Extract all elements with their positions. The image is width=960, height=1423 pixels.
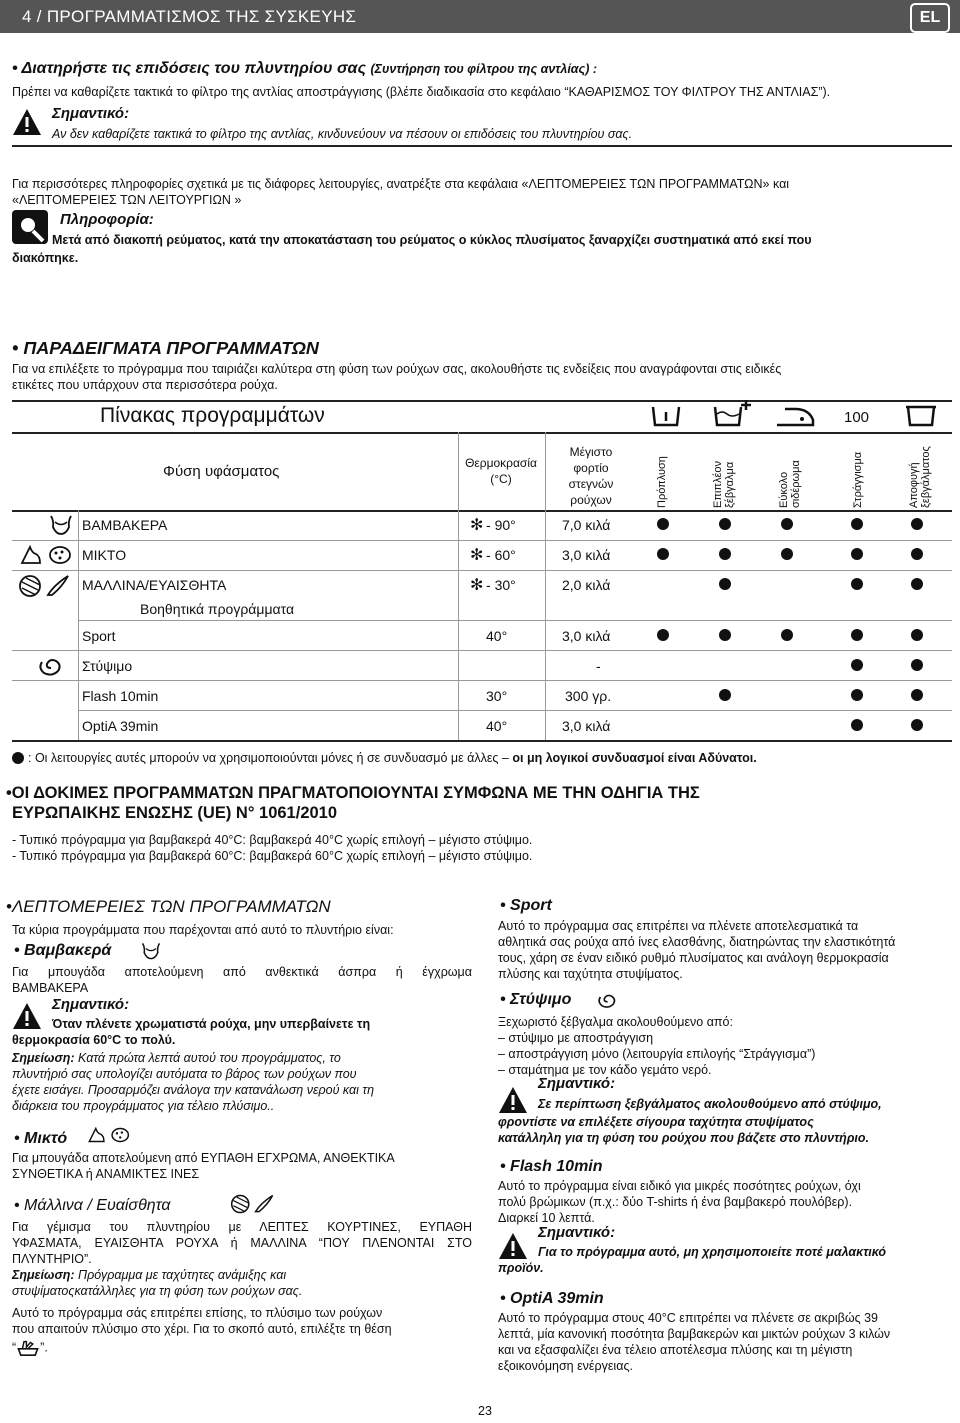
option-dot: [851, 629, 863, 641]
option-dot: [911, 659, 923, 671]
optia-title-text: OptiA 39min: [510, 1290, 604, 1307]
col-option-drain: Στράγγισμα: [852, 451, 864, 508]
spin-important-text3: κατάλληλη για τη φύση του ρούχου που βάζετε στο πλυντήριο.: [498, 1131, 869, 1145]
tests-line2: - Τυπικό πρόγραμμα για βαμβακερά 60°C: βαμβακερά 60°C χωρίς επιλογή – μέγιστο στύψιμο.: [12, 849, 533, 863]
language-badge: EL: [910, 3, 950, 33]
filter-section-title: • Διατηρήστε τις επιδόσεις του πλυντηρίου σας (Συντήρηση του φίλτρου της αντλίας) :: [12, 60, 598, 77]
info-text1: Μετά από διακοπή ρεύματος, κατά την αποκατάσταση του ρεύματος ο κύκλος πλυσίματος ξαναρχίζει συστηματικά από εκεί που: [52, 233, 812, 247]
rinse-hold-tub-icon: [905, 404, 937, 428]
row-name-optia: OptiA 39min: [82, 718, 159, 734]
spin-title: • Στύψιμο: [500, 991, 572, 1008]
row-separator: [78, 710, 952, 711]
wool-text3: ΠΛΥΝΤΗΡΙΟ”.: [12, 1252, 92, 1266]
option-dot: [719, 689, 731, 701]
sport-title-text: Sport: [510, 897, 552, 914]
filter-subtitle: (Συντήρηση του φίλτρου της αντλίας) :: [370, 62, 598, 76]
row-temp-cotton-value: 90°: [494, 517, 516, 533]
sport-text2: αθλητικά σας ρούχα από ίνες ελασθάνης, διατηρώντας την ελαστικότητά: [498, 935, 896, 949]
cotton-title: • Βαμβακερά: [14, 942, 112, 959]
flash-text2: πολύ βρώμικων (π.χ.: δύο T-shirts ή ένα βαμβακερό πουλόβερ).: [498, 1195, 853, 1209]
wool-text2: ΥΦΑΣΜΑΤΑ, ΕΥΑΙΣΘΗΤΑ ΡΟΥΧΑ ή ΜΑΛΛΙΝΑ “ΠΟΥ ΠΛΕΝΟΝΤΑΙ ΣΤΟ: [12, 1236, 472, 1250]
info-line1: Για περισσότερες πληροφορίες σχετικά με τις διάφορες λειτουργίες, ανατρέξτε στα κεφάλαια «ΛΕΠΤΟΜΕΡΕΙΕΣ ΤΩΝ ΠΡΟΓΡΑΜΜΑΤΩΝ» και: [12, 177, 790, 191]
optia-text2: λεπτά, μία κανονική ποσότητα βαμβακερών και μικτών ρούχων 3 κιλών: [498, 1327, 891, 1341]
spin-important-label: Σημαντικό:: [538, 1075, 616, 1092]
row-separator: [78, 620, 952, 621]
spin-title-text: Στύψιμο: [510, 991, 572, 1008]
row-temp-mixed: - 60°: [486, 547, 516, 563]
footnote-bold: οι μη λογικοί συνδυασμοί είναι Αδύνατοι.: [512, 751, 757, 765]
row-name-flash: Flash 10min: [82, 688, 159, 704]
col-option-prewash: Πρόπλυση: [656, 456, 668, 508]
wool-title: • Μάλλινα / Ευαίσθητα: [14, 1197, 171, 1214]
magnifier-info-icon: [12, 210, 50, 246]
filter-title: Διατηρήστε τις επιδόσεις του πλυντηρίου σας: [21, 60, 366, 77]
extra-rinse-icon: [712, 398, 752, 428]
flash-text3: Διαρκεί 10 λεπτά.: [498, 1211, 595, 1225]
option-dot: [719, 518, 731, 530]
tests-line1: - Τυπικό πρόγραμμα για βαμβακερά 40°C: βαμβακερά 40°C χωρίς επιλογή – μέγιστο στύψιμο.: [12, 833, 533, 847]
filter-important-text: Αν δεν καθαρίζετε τακτικά το φίλτρο της αντλίας, κινδυνεύουν να πέσουν οι επιδόσεις του πλυντηρίου σας.: [52, 127, 633, 141]
tests-title1: •ΟΙ ΔΟΚΙΜΕΣ ΠΡΟΓΡΑΜΜΑΤΩΝ ΠΡΑΓΜΑΤΟΠΟΙΟΥΝΤΑΙ ΣΥΜΦΩΝΑ ΜΕ ΤΗΝ ΟΔΗΓΙΑ ΤΗΣ: [6, 784, 700, 802]
sport-text1: Αυτό το πρόγραμμα σας επιτρέπει να πλένετε αποτελεσματικά τα: [498, 919, 859, 933]
col-option-no-spin: Αποφυγή ξεβγάλματος: [908, 446, 932, 508]
spin-symbol-icon: [34, 656, 64, 678]
spin-symbol-icon: [594, 992, 618, 1010]
row-load-spin: -: [596, 658, 601, 674]
mixed-text1: Για μπουγάδα αποτελούμενη από ΕΥΠΑΘΗ ΕΓΧΡΩΜΑ, ΑΝΘΕΚΤΙΚΑ: [12, 1151, 395, 1165]
details-title: •ΛΕΠΤΟΜΕΡΕΙΕΣ ΤΩΝ ΠΡΟΓΡΑΜΜΑΤΩΝ: [6, 897, 331, 916]
row-temp-wool: - 30°: [486, 577, 516, 593]
row-load-mixed: 3,0 κιλά: [562, 547, 611, 563]
spin-item1: – στύψιμο με αποστράγγιση: [498, 1031, 654, 1045]
prewash-tub-icon: [650, 404, 682, 428]
col-option-extra-rinse: Επιπλέον ξέβγαλμα: [712, 461, 736, 508]
option-dot: [719, 578, 731, 590]
row-temp-optia: 40°: [486, 718, 508, 734]
temp-snowflake-icon: ✻: [470, 577, 484, 594]
wool-text1: Για γέμισμα του πλυντηρίου με ΛΕΠΤΕΣ ΚΟΥΡΤΙΝΕΣ, ΕΥΠΑΘΗ: [12, 1220, 472, 1234]
filter-important-label: Σημαντικό:: [52, 105, 130, 122]
cotton-text2: ΒΑΜΒΑΚΕΡΑ: [12, 981, 89, 995]
wool-note-text2: στυψίματοςκατάλληλες για τη φύση των ρούχων σας.: [12, 1284, 303, 1298]
row-name-mixed: ΜΙΚΤΟ: [82, 547, 127, 563]
examples-title: • ΠΑΡΑΔΕΙΓΜΑΤΑ ΠΡΟΓΡΑΜΜΑΤΩΝ: [12, 338, 319, 358]
cotton-symbol-icon: [48, 513, 74, 537]
row-load-wool: 2,0 κιλά: [562, 577, 611, 593]
examples-text1: Για να επιλέξετε το πρόγραμμα που ταιριάζει καλύτερα στη φύση των ρούχων σας, ακολουθήστε τις ενδείξεις που αναγράφονται στις ειδικές: [12, 362, 782, 376]
cotton-important-text2: θερμοκρασία 60°C το πολύ.: [12, 1033, 176, 1047]
option-dot: [851, 719, 863, 731]
option-dot: [911, 629, 923, 641]
option-dot: [851, 578, 863, 590]
info-text2: διακόπηκε.: [12, 251, 79, 265]
flash-text1: Αυτό το πρόγραμμα είναι ειδικό για μικρές ποσότητες ρούχων, όχι: [498, 1179, 861, 1193]
wool-text4: Αυτό το πρόγραμμα σάς επιτρέπει επίσης, το πλύσιμο των ρούχων: [12, 1306, 383, 1320]
details-intro: Τα κύρια προγράμματα που παρέχονται από αυτό το πλυντήριο είναι:: [12, 923, 394, 937]
option-dot: [657, 548, 669, 560]
option-dot: [851, 548, 863, 560]
table-footnote: [28, 750, 757, 766]
mixed-symbol-icon: [86, 1124, 130, 1146]
col-separator: [545, 432, 546, 740]
close-quote: ”.: [40, 1340, 48, 1355]
option-dot: [851, 659, 863, 671]
flash-title-text: Flash 10min: [510, 1158, 603, 1175]
cotton-title-text: Βαμβακερά: [24, 942, 112, 959]
details-title-text: ΛΕΠΤΟΜΕΡΕΙΕΣ ΤΩΝ ΠΡΟΓΡΑΜΜΑΤΩΝ: [11, 897, 331, 916]
optia-text3: και να εξασφαλίζει ένα τέλειο αποτέλεσμα πλύσης και τη μέγιστη: [498, 1343, 853, 1357]
col-separator: [458, 432, 459, 740]
mixed-title: • Μικτό: [14, 1130, 68, 1147]
option-dot: [911, 518, 923, 530]
spin-important-text2: φροντίστε να επιλέξετε σίγουρα ταχύτητα στυψίματος: [498, 1115, 814, 1129]
option-dot: [911, 719, 923, 731]
option-dot: [657, 518, 669, 530]
optia-text1: Αυτό το πρόγραμμα στους 40°C επιτρέπει να πλένετε σε ακριβώς 39: [498, 1311, 878, 1325]
row-temp-wool-value: 30°: [494, 577, 516, 593]
warning-icon: [12, 1002, 42, 1030]
row-load-optia: 3,0 κιλά: [562, 718, 611, 734]
option-dot: [781, 518, 793, 530]
col-temperature: Θερμοκρασία (°C): [465, 456, 537, 486]
option-dot: [911, 578, 923, 590]
row-separator: [12, 650, 952, 651]
col-separator: [78, 510, 79, 740]
note-text4: διάρκεια του προγράμματος για τέλειο πλύσιμο..: [12, 1099, 275, 1113]
flash-important-label: Σημαντικό:: [538, 1224, 616, 1241]
tests-title1-text: ΟΙ ΔΟΚΙΜΕΣ ΠΡΟΓΡΑΜΜΑΤΩΝ ΠΡΑΓΜΑΤΟΠΟΙΟΥΝΤΑΙ ΣΥΜΦΩΝΑ ΜΕ ΤΗΝ ΟΔΗΓΙΑ ΤΗΣ: [11, 784, 700, 802]
option-dot: [911, 548, 923, 560]
table-header-line: [12, 432, 952, 434]
flash-important-text2: προϊόν.: [498, 1261, 544, 1275]
option-dot: [781, 548, 793, 560]
sport-text3: τους, χάρη σε έναν ειδικό ρυθμό πλυσίματος και ανάλογη θερμοκρασία: [498, 951, 889, 965]
row-separator: [12, 570, 952, 571]
spin-item2: – αποστράγγιση μόνο (λειτουργία επιλογής “Στράγγισμα”): [498, 1047, 816, 1061]
option-dot: [911, 689, 923, 701]
info-line2: «ΛΕΠΤΟΜΕΡΕΙΕΣ ΤΩΝ ΛΕΙΤΟΥΡΓΙΩΝ »: [12, 193, 242, 207]
tests-title2: ΕΥΡΩΠΑΙΚΗΣ ΕΝΩΣΗΣ (UE) N° 1061/2010: [12, 804, 338, 822]
row-temp-flash: 30°: [486, 688, 508, 704]
mixed-title-text: Μικτό: [24, 1130, 68, 1147]
dot-legend-icon: [12, 752, 24, 764]
warning-icon: [12, 108, 42, 136]
wool-note: [12, 1267, 286, 1283]
wool-note-text1: Πρόγραμμα με ταχύτητες ανάμιξης και: [78, 1268, 287, 1282]
option-dot: [781, 629, 793, 641]
row-temp-sport: 40°: [486, 628, 508, 644]
row-name-sport: Sport: [82, 628, 116, 644]
wool-text6: [12, 1339, 48, 1357]
table-subheader-line: [12, 510, 952, 512]
note-label: Σημείωση:: [12, 1051, 75, 1065]
wool-delicate-symbol-icon: [18, 573, 72, 599]
wool-note-label: Σημείωση:: [12, 1268, 75, 1282]
table-bottom-line: [12, 740, 952, 742]
note-text2: πλυντήριό σας υπολογίζει αυτόματα το βάρος των ρούχων που: [12, 1067, 357, 1081]
filter-text: Πρέπει να καθαρίζετε τακτικά το φίλτρο της αντλίας αποστράγγισης (βλέπε διαδικασία στο κεφάλαιο “ΚΑΘΑΡΙΣΜΟΣ ΤΟΥ ΦΙΛΤΡΟΥ ΤΗΣ ΑΝΤΛΙΑΣ”).: [12, 85, 831, 99]
warning-icon: [498, 1232, 528, 1260]
optia-title: • OptiA 39min: [500, 1290, 604, 1307]
row-load-flash: 300 γρ.: [565, 688, 612, 704]
wool-delicate-symbol-icon: [230, 1192, 276, 1216]
option-dot: [851, 689, 863, 701]
spin-speed-value: 100: [844, 409, 870, 426]
option-dot: [657, 629, 669, 641]
row-temp-mixed-value: 60°: [494, 547, 516, 563]
option-dot: [851, 518, 863, 530]
cotton-symbol-icon: [140, 940, 162, 962]
col-max-load: Μέγιστο φορτίο στεγνών ρούχων: [568, 445, 614, 507]
row-load-cotton: 7,0 κιλά: [562, 517, 611, 533]
note-text3: έχετε εισάγει. Προσαρμόζει ανάλογα την κατανάλωση νερού και τη: [12, 1083, 375, 1097]
cotton-text1: Για μπουγάδα αποτελούμενη από ανθεκτικά άσπρα ή έγχρωμα: [12, 965, 472, 979]
row-separator: [12, 680, 952, 681]
row-name-spin: Στύψιμο: [82, 658, 133, 674]
sport-text4: πλύσης και ταχύτητα στυψίματος.: [498, 967, 683, 981]
temp-snowflake-icon: ✻: [470, 547, 484, 564]
cotton-important-text1: Όταν πλένετε χρωματιστά ρούχα, μην υπερβαίνετε τη: [52, 1017, 371, 1031]
note-text1: Κατά πρώτα λεπτά αυτού του προγράμματος, το: [78, 1051, 341, 1065]
row-load-sport: 3,0 κιλά: [562, 628, 611, 644]
hand-wash-icon: [16, 1339, 40, 1357]
option-dot: [719, 629, 731, 641]
table-top-line: [12, 400, 952, 402]
table-title: Πίνακας προγραμμάτων: [100, 404, 325, 427]
aux-programs-label: Βοηθητικά προγράμματα: [140, 601, 295, 617]
row-name-cotton: ΒΑΜΒΑΚΕΡΑ: [82, 517, 168, 533]
mixed-symbol-icon: [18, 543, 72, 567]
warning-icon: [498, 1086, 528, 1114]
iron-icon: [775, 406, 815, 428]
flash-important-text1: Για το πρόγραμμα αυτό, μη χρησιμοποιείτε ποτέ μαλακτικό: [538, 1245, 887, 1259]
wool-title-text: Μάλλινα / Ευαίσθητα: [24, 1197, 171, 1214]
divider: [12, 145, 952, 147]
col-fabric: Φύση υφάσματος: [163, 463, 280, 480]
row-name-wool: ΜΑΛΛΙΝΑ/ΕΥΑΙΣΘΗΤΑ: [82, 577, 227, 593]
option-dot: [719, 548, 731, 560]
flash-title: • Flash 10min: [500, 1158, 603, 1175]
cotton-important-label: Σημαντικό:: [52, 996, 130, 1013]
row-temp-cotton: - 90°: [486, 517, 516, 533]
col-option-easy-iron: Εύκολο σιδέρωμα: [778, 460, 802, 508]
examples-title-text: ΠΑΡΑΔΕΙΓΜΑΤΑ ΠΡΟΓΡΑΜΜΑΤΩΝ: [23, 338, 319, 358]
spin-text1: Ξεχωριστό ξέβγαλμα ακολουθούμενο από:: [498, 1015, 733, 1029]
page-number: 23: [478, 1404, 492, 1418]
optia-text4: εξοικονόμηση ενέργειας.: [498, 1359, 633, 1373]
footnote-text: : Οι λειτουργίες αυτές μπορούν να χρησιμοποιούνται μόνες ή σε συνδυασμό με άλλες –: [28, 751, 509, 765]
spin-item3: – σταμάτημα με τον κάδο γεμάτο νερό.: [498, 1063, 712, 1077]
header-title: 4 / ΠΡΟΓΡΑΜΜΑΤΙΣΜΟΣ ΤΗΣ ΣΥΣΚΕΥΗΣ: [22, 7, 357, 26]
sport-title: • Sport: [500, 897, 552, 914]
wool-text5: που απαιτούν πλύσιμο στο χέρι. Για το σκοπό αυτό, επιλέξτε τη θέση: [12, 1322, 392, 1336]
spin-important-text1: Σε περίπτωση ξεβγάλματος ακολουθούμενο από στύψιμο,: [538, 1097, 882, 1111]
cotton-note: [12, 1050, 341, 1066]
open-quote: “: [12, 1340, 17, 1355]
mixed-text2: ΣΥΝΘΕΤΙΚΑ ή ΑΝΑΜΙΚΤΕΣ ΙΝΕΣ: [12, 1167, 200, 1181]
row-separator: [12, 540, 952, 541]
examples-text2: ετικέτες που υπάρχουν στα περισσότερα ρούχα.: [12, 378, 278, 392]
temp-snowflake-icon: ✻: [470, 517, 484, 534]
info-label: Πληροφορία:: [60, 211, 154, 228]
